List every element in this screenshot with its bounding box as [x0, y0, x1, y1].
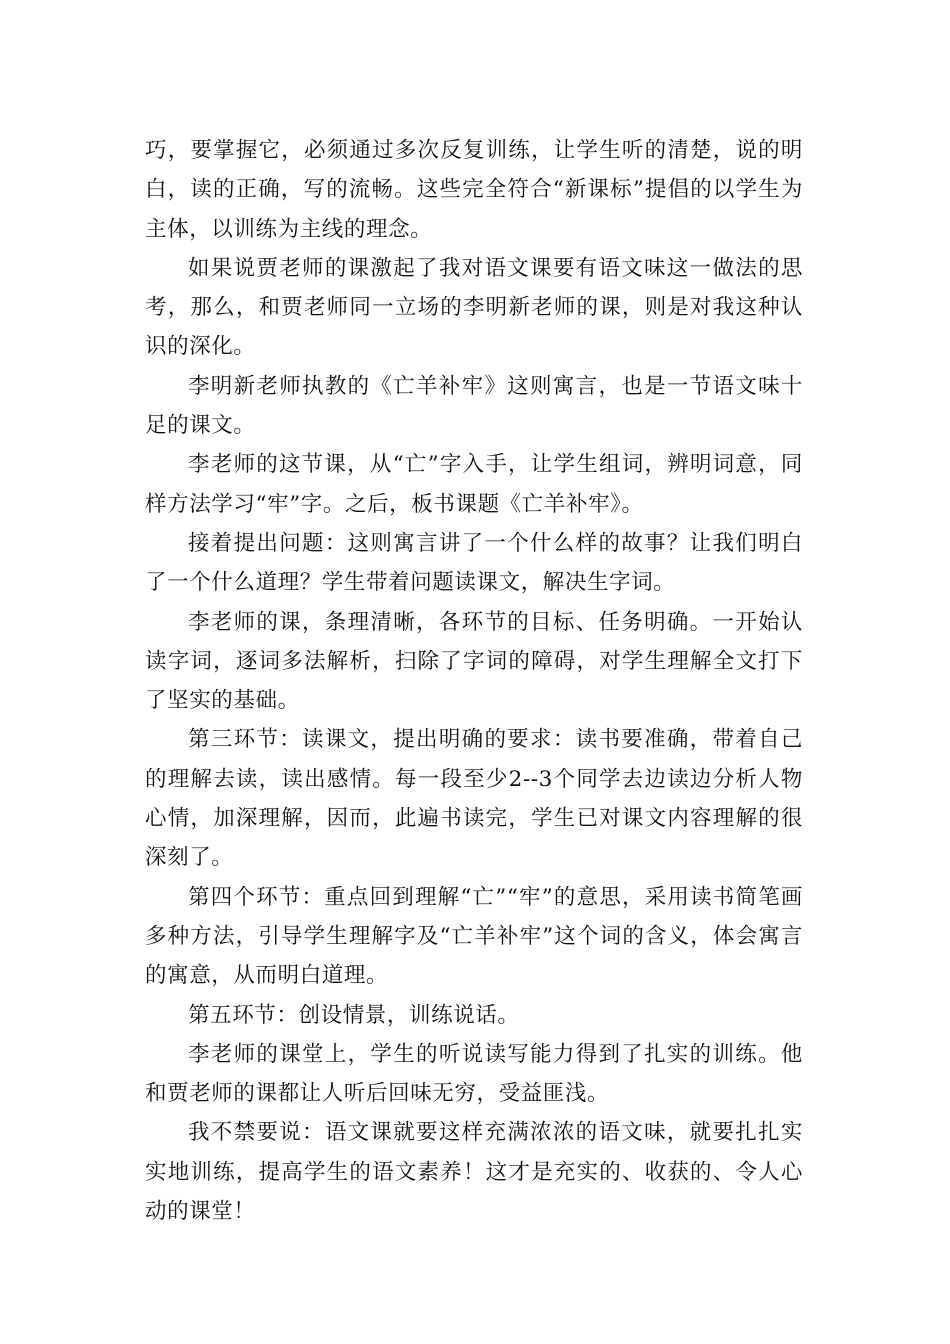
paragraph: 接着提出问题：这则寓言讲了一个什么样的故事？让我们明白了一个什么道理？学生带着问题读课文，解决生字词。 [145, 530, 803, 596]
paragraph: 第四个环节：重点回到理解“亡”“牢”的意思，采用读书简笔画多种方法，引导学生理解字及“亡羊补牢”这个词的含义，体会寓言的寓意，从而明白道理。 [145, 884, 803, 989]
paragraph: 李明新老师执教的《亡羊补牢》这则寓言，也是一节语文味十足的课文。 [145, 373, 803, 439]
paragraph: 第五环节：创设情景，训练说话。 [188, 1002, 520, 1028]
paragraph: 我不禁要说：语文课就要这样充满浓浓的语文味，就要扎扎实实地训练，提高学生的语文素养！这才是充实的、收获的、令人心动的课堂！ [145, 1120, 803, 1225]
paragraph: 第三环节：读课文，提出明确的要求：读书要准确，带着自己的理解去读，读出感情。每一段至少2--3个同学去边读边分析人物心情，加深理解，因而，此遍书读完，学生已对课文内容理解的很深刻了。 [145, 727, 803, 871]
paragraph-continued: 巧，要掌握它，必须通过多次反复训练，让学生听的清楚，说的明白，读的正确，写的流畅。这些完全符合“新课标”提倡的以学生为主体，以训练为主线的理念。 [145, 138, 803, 242]
paragraph: 李老师的这节课，从“亡”字入手，让学生组词，辨明词意，同样方法学习“牢”字。之后，板书课题《亡羊补牢》。 [145, 452, 803, 517]
paragraph: 李老师的课，条理清晰，各环节的目标、任务明确。一开始认读字词，逐词多法解析，扫除了字词的障碍，对学生理解全文打下了坚实的基础。 [145, 609, 803, 714]
paragraph: 如果说贾老师的课激起了我对语文课要有语文味这一做法的思考，那么，和贾老师同一立场的李明新老师的课，则是对我这种认识的深化。 [145, 255, 803, 360]
document-body [145, 131, 803, 1231]
paragraph: 李老师的课堂上，学生的听说读写能力得到了扎实的训练。他和贾老师的课都让人听后回味无穷，受益匪浅。 [145, 1041, 803, 1107]
